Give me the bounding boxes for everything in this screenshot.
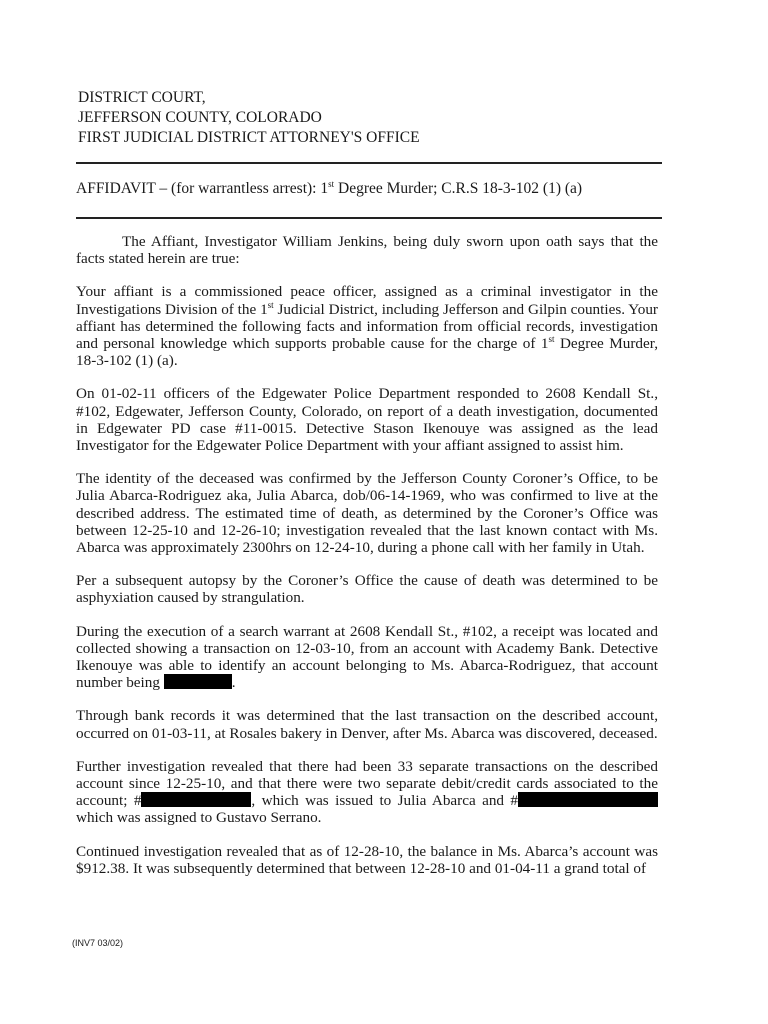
response-paragraph: On 01-02-11 officers of the Edgewater Police Department responded to 2608 Kendall St., #102, Edgewater, Jefferson County, Colorado, on report of a death investigation, documented in Edgewater PD case #11-0015. Detective Stason Ikenouye was assigned as the lead Investigator for the Edgewater Police Department with your affiant assigned to assist him. xyxy=(76,385,658,455)
affidavit-title-prefix: AFFIDAVIT – (for warrantless arrest): 1 xyxy=(76,180,329,197)
office-name: FIRST JUDICIAL DISTRICT ATTORNEY'S OFFICE xyxy=(78,129,420,146)
bank-records-paragraph: Through bank records it was determined that the last transaction on the described account, occurred on 01-03-11, at Rosales bakery in Denver, after Ms. Abarca was discovered, deceased. xyxy=(76,707,658,742)
transactions-text-c: which was assigned to Gustavo Serrano. xyxy=(76,809,322,827)
affiant-paragraph-part-a: Your affiant is a commissioned peace officer, assigned as a criminal investigator in the Investigations Division of the 1 xyxy=(76,283,658,318)
search-warrant-end: . xyxy=(231,674,236,692)
autopsy-paragraph: Per a subsequent autopsy by the Coroner’s Office the cause of death was determined to be asphyxiation caused by strangulation. xyxy=(76,572,658,607)
transactions-text-b: , which was issued to Julia Abarca and # xyxy=(251,792,518,810)
affiant-paragraph-sup-1: st xyxy=(267,299,274,310)
county-name: JEFFERSON COUNTY, COLORADO xyxy=(78,109,322,126)
affiant-paragraph xyxy=(76,283,658,369)
intro-paragraph: The Affiant, Investigator William Jenkins, being duly sworn upon oath says that the facts stated herein are true: xyxy=(76,233,658,268)
identity-paragraph: The identity of the deceased was confirmed by the Jefferson County Coroner’s Office, to be Julia Abarca-Rodriguez aka, Julia Abarca, dob/06-14-1969, who was confirmed to live at the described address. The estimated time of death, as determined by the Coroner’s Office was between 12-25-10 and 12-26-10; investigation revealed that the last known contact with Ms. Abarca was approximately 2300hrs on 12-24-10, during a phone call with her family in Utah. xyxy=(76,470,658,557)
redacted-card-number-2 xyxy=(518,792,658,807)
affidavit-title xyxy=(76,180,582,198)
affidavit-title-suffix: Degree Murder; C.R.S 18-3-102 (1) (a) xyxy=(334,180,583,197)
affiant-paragraph-part-b: Judicial District, including Jefferson and Gilpin counties. Your affiant has determined the following facts and information from official records, investigation and personal knowledge which supports probable cause for the charge of 1 xyxy=(76,300,658,353)
transactions-paragraph xyxy=(76,758,658,827)
affidavit-title-sup: st xyxy=(328,178,335,189)
affiant-paragraph-part-c: Degree Murder, 18-3-102 (1) (a). xyxy=(76,335,659,370)
court-name: DISTRICT COURT, xyxy=(78,89,206,106)
top-divider xyxy=(76,162,662,164)
redacted-card-number-1 xyxy=(141,792,251,807)
search-warrant-paragraph xyxy=(76,623,658,692)
search-warrant-text: During the execution of a search warrant at 2608 Kendall St., #102, a receipt was located and collected showing a transaction on 12-03-10, from an account with Academy Bank. Detective Ikenouye was able to identify an account belonging to Ms. Abarca-Rodriguez, that account number being xyxy=(76,622,658,692)
transactions-text-a: Further investigation revealed that there had been 33 separate transactions on the described account since 12-25-10, and that there were two separate debit/credit cards associated to the account; # xyxy=(76,757,658,810)
court-header xyxy=(78,88,420,148)
redacted-account-number xyxy=(164,674,232,689)
bottom-divider xyxy=(76,217,662,219)
affidavit-body xyxy=(76,233,658,893)
affiant-paragraph-sup-2: st xyxy=(548,333,555,344)
balance-paragraph: Continued investigation revealed that as of 12-28-10, the balance in Ms. Abarca’s account was $912.38. It was subsequently determined that between 12-28-10 and 01-04-11 a grand total of xyxy=(76,842,658,877)
form-code: (INV7 03/02) xyxy=(72,938,124,948)
